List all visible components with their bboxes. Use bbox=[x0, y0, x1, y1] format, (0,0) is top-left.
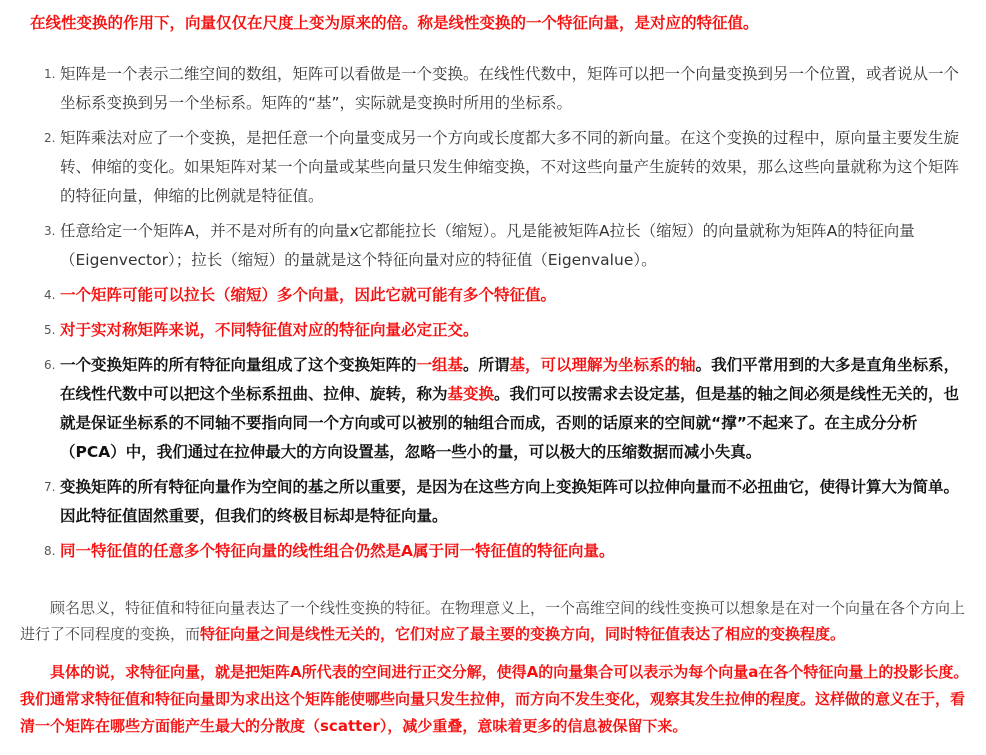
highlight-basis: 一组基 bbox=[416, 356, 464, 374]
numbered-list bbox=[0, 60, 986, 572]
list-item-text bbox=[60, 356, 959, 461]
list-item-text: 对于实对称矩阵来说，不同特征值对应的特征向量必定正交。 bbox=[60, 321, 479, 339]
list-number: 5. bbox=[44, 323, 56, 337]
list-item bbox=[0, 537, 986, 566]
list-item bbox=[0, 351, 986, 467]
list-item-text: 同一特征值的任意多个特征向量的线性组合仍然是A属于同一特征值的特征向量。 bbox=[60, 542, 615, 560]
list-number: 3. bbox=[44, 224, 56, 238]
list-item bbox=[0, 217, 986, 275]
explanation-paragraph bbox=[20, 595, 970, 647]
list-item-text: 任意给定一个矩阵A，并不是对所有的向量x它都能拉长（缩短）。凡是能被矩阵A拉长（缩短）的向量就称为矩阵A的特征向量（Eigenvector）；拉长（缩短）的量就是这个特征向量对应的特征值（Eigenvalue）。 bbox=[60, 222, 915, 269]
list-item bbox=[0, 60, 986, 118]
list-item-text: 矩阵是一个表示二维空间的数组，矩阵可以看做是一个变换。在线性代数中，矩阵可以把一个向量变换到另一个位置，或者说从一个坐标系变换到另一个坐标系。矩阵的“基”，实际就是变换时所用的坐标系。 bbox=[60, 65, 960, 112]
text-run: 。我们可以按需求去设定基，但是基的轴之间必须是线性无关的，也就是保证坐标系的不同轴不要指向同一个方向或可以被别的轴组合而成，否则的话原来的空间就“撑”不起来了。在主成分分析（PCA）中，我们通过在拉伸最大的方向设置基，忽略一些小的量，可以极大的压缩数据而减小失真。 bbox=[60, 385, 960, 461]
list-number: 4. bbox=[44, 288, 56, 302]
list-item-text: 一个矩阵可能可以拉长（缩短）多个向量，因此它就可能有多个特征值。 bbox=[60, 286, 557, 304]
list-number: 7. bbox=[44, 480, 56, 494]
paragraph-text: 顾名思义，特征值和特征向量表达了一个线性变换的特征。在物理意义上，一个高维空间的线性变换可以想象是在对一个向量在各个方向上进行了不同程度的变换，而 bbox=[20, 599, 966, 643]
list-number: 1. bbox=[44, 67, 56, 81]
list-number: 6. bbox=[44, 358, 56, 372]
list-number: 2. bbox=[44, 131, 56, 145]
text-run: 一个变换矩阵的所有特征向量组成了这个变换矩阵的 bbox=[60, 356, 417, 374]
list-item-text: 矩阵乘法对应了一个变换，是把任意一个向量变成另一个方向或长度都大多不同的新向量。在这个变换的过程中，原向量主要发生旋转、伸缩的变化。如果矩阵对某一个向量或某些向量只发生伸缩变换，不对这些向量产生旋转的效果，那么这些向量就称为这个矩阵的特征向量，伸缩的比例就是特征值。 bbox=[60, 129, 960, 205]
list-number: 8. bbox=[44, 544, 56, 558]
definition-headline: 在线性变换的作用下，向量仅仅在尺度上变为原来的倍。称是线性变换的一个特征向量，是对应的特征值。 bbox=[30, 14, 759, 32]
highlight-axis: 基，可以理解为坐标系的轴 bbox=[509, 356, 696, 374]
list-item-text: 变换矩阵的所有特征向量作为空间的基之所以重要，是因为在这些方向上变换矩阵可以拉伸向量而不必扭曲它，使得计算大为简单。因此特征值固然重要，但我们的终极目标却是特征向量。 bbox=[60, 478, 960, 525]
text-run: 。我们平常用到的大多是直角坐标系，在线性代数中可以把这个坐标系扭曲、拉伸、旋转，称为 bbox=[60, 356, 960, 403]
text-run: 。所谓 bbox=[463, 356, 510, 374]
detail-paragraph: 具体的说，求特征向量，就是把矩阵A所代表的空间进行正交分解，使得A的向量集合可以表示为每个向量a在各个特征向量上的投影长度。我们通常求特征值和特征向量即为求出这个矩阵能使哪些向量只发生拉伸，而方向不发生变化，观察其发生拉伸的程度。这样做的意义在于，看清一个矩阵在哪些方面能产生最大的分散度（scatter），减少重叠，意味着更多的信息被保留下来。 bbox=[20, 663, 969, 735]
highlight-basis-change: 基变换 bbox=[447, 385, 495, 403]
list-item bbox=[0, 124, 986, 211]
list-item bbox=[0, 281, 986, 310]
paragraph-highlight: 特征向量之间是线性无关的，它们对应了最主要的变换方向，同时特征值表达了相应的变换程度。 bbox=[200, 625, 846, 643]
list-item bbox=[0, 316, 986, 345]
list-item bbox=[0, 473, 986, 531]
